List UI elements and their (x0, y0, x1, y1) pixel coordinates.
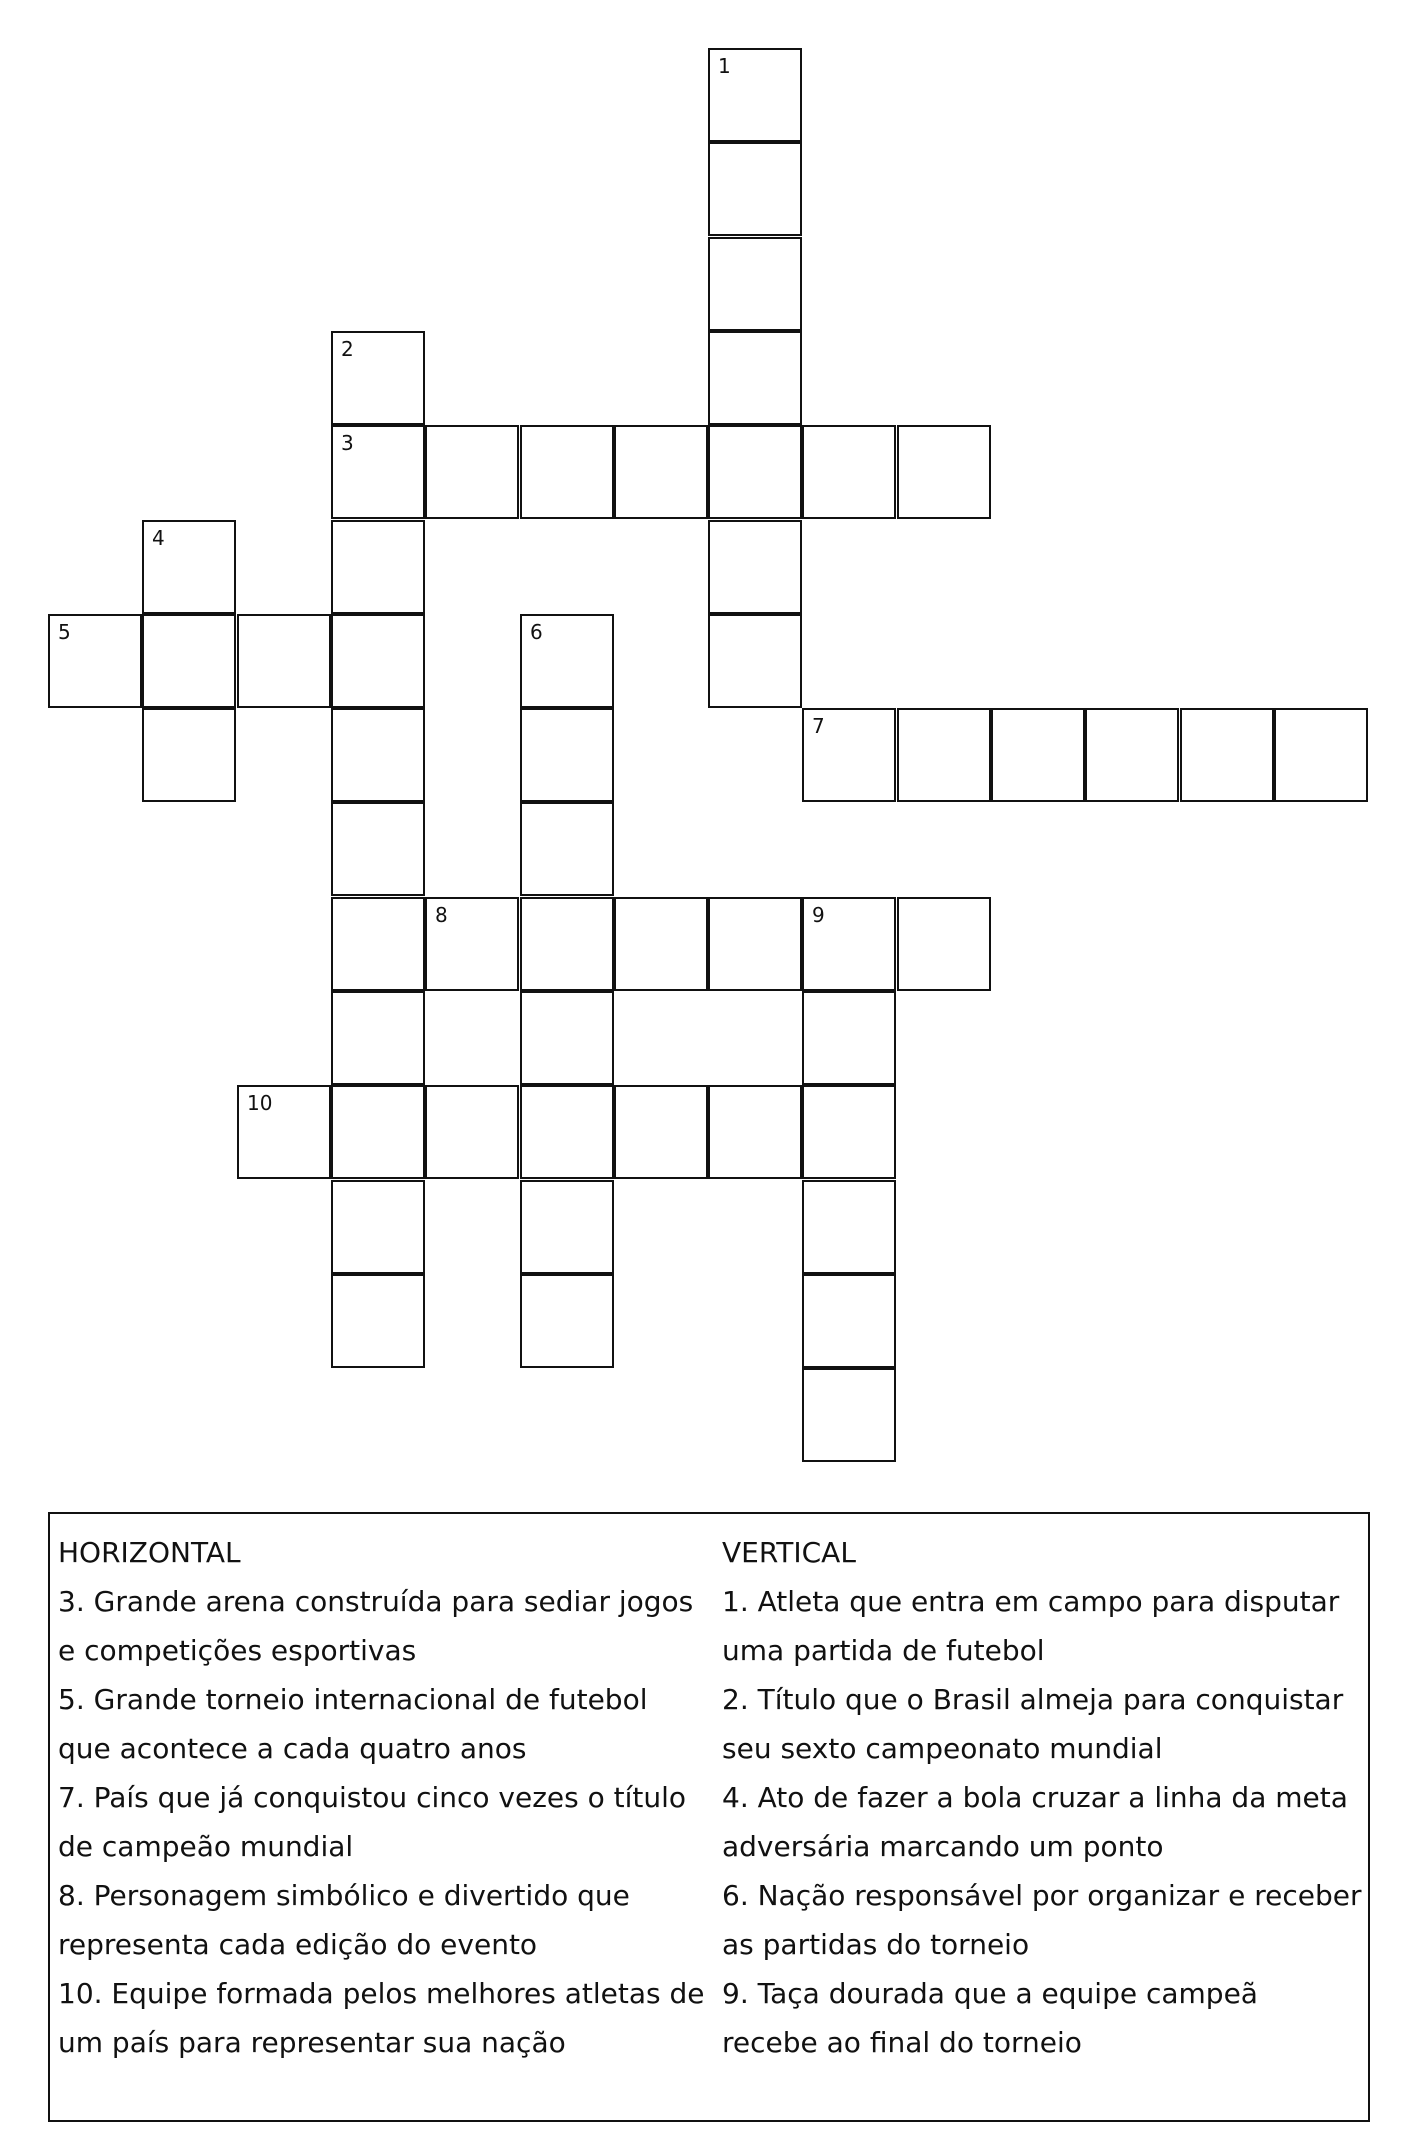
clue-vertical-6: 6. Nação responsável por organizar e receber as partidas do torneio (722, 1879, 1362, 1961)
crossword-cell[interactable] (708, 237, 802, 331)
clue-number: 4 (152, 526, 165, 550)
crossword-cell[interactable] (48, 614, 142, 708)
crossword-cell[interactable] (802, 708, 896, 802)
crossword-cell[interactable] (708, 142, 802, 236)
vertical-clues-column (722, 1528, 1362, 2067)
crossword-cell[interactable] (708, 897, 802, 991)
crossword-cell[interactable] (1180, 708, 1274, 802)
clue-vertical-9: 9. Taça dourada que a equipe campeã recebe ao final do torneio (722, 1977, 1258, 2059)
crossword-cell[interactable] (425, 1085, 519, 1179)
crossword-cell[interactable] (331, 1274, 425, 1368)
crossword-cell[interactable] (708, 614, 802, 708)
crossword-cell[interactable] (142, 520, 236, 614)
crossword-cell[interactable] (802, 1274, 896, 1368)
crossword-cell[interactable] (520, 614, 614, 708)
crossword-cell[interactable] (991, 708, 1085, 802)
crossword-cell[interactable] (1085, 708, 1179, 802)
crossword-cell[interactable] (708, 48, 802, 142)
horizontal-heading: HORIZONTAL (58, 1536, 241, 1569)
crossword-cell[interactable] (802, 991, 896, 1085)
crossword-cell[interactable] (614, 1085, 708, 1179)
crossword-cell[interactable] (897, 897, 991, 991)
crossword-cell[interactable] (331, 520, 425, 614)
crossword-cell[interactable] (331, 991, 425, 1085)
crossword-cell[interactable] (331, 897, 425, 991)
clue-number: 3 (341, 431, 354, 455)
clue-horizontal-5: 5. Grande torneio internacional de futebol que acontece a cada quatro anos (58, 1683, 648, 1765)
crossword-cell[interactable] (520, 897, 614, 991)
crossword-cell[interactable] (897, 708, 991, 802)
crossword-cell[interactable] (331, 1085, 425, 1179)
crossword-cell[interactable] (520, 425, 614, 519)
vertical-heading: VERTICAL (722, 1536, 856, 1569)
crossword-cell[interactable] (237, 614, 331, 708)
crossword-cell[interactable] (331, 802, 425, 896)
crossword-cell[interactable] (802, 425, 896, 519)
crossword-cell[interactable] (142, 708, 236, 802)
clue-number: 1 (718, 54, 731, 78)
crossword-cell[interactable] (708, 331, 802, 425)
crossword-cell[interactable] (1274, 708, 1368, 802)
clue-vertical-2: 2. Título que o Brasil almeja para conquistar seu sexto campeonato mundial (722, 1683, 1344, 1765)
crossword-cell[interactable] (520, 802, 614, 896)
crossword-cell[interactable] (708, 1085, 802, 1179)
crossword-cell[interactable] (520, 1180, 614, 1274)
crossword-cell[interactable] (331, 708, 425, 802)
crossword-cell[interactable] (802, 1180, 896, 1274)
clue-horizontal-3: 3. Grande arena construída para sediar jogos e competições esportivas (58, 1585, 694, 1667)
clue-horizontal-8: 8. Personagem simbólico e divertido que representa cada edição do evento (58, 1879, 630, 1961)
crossword-cell[interactable] (331, 425, 425, 519)
clue-number: 8 (435, 903, 448, 927)
crossword-cell[interactable] (331, 1180, 425, 1274)
crossword-cell[interactable] (614, 897, 708, 991)
clue-number: 10 (247, 1091, 273, 1115)
clue-number: 2 (341, 337, 354, 361)
clue-number: 6 (530, 620, 543, 644)
crossword-cell[interactable] (425, 425, 519, 519)
crossword-cell[interactable] (897, 425, 991, 519)
clue-horizontal-7: 7. País que já conquistou cinco vezes o título de campeão mundial (58, 1781, 687, 1863)
clues-panel (48, 1512, 1370, 2122)
crossword-cell[interactable] (520, 991, 614, 1085)
crossword-cell[interactable] (614, 425, 708, 519)
crossword-cell[interactable] (331, 614, 425, 708)
crossword-cell[interactable] (331, 331, 425, 425)
crossword-cell[interactable] (802, 897, 896, 991)
clue-number: 7 (812, 714, 825, 738)
crossword-cell[interactable] (802, 1085, 896, 1179)
crossword-cell[interactable] (708, 520, 802, 614)
crossword-cell[interactable] (802, 1368, 896, 1462)
crossword-cell[interactable] (708, 425, 802, 519)
clue-vertical-4: 4. Ato de fazer a bola cruzar a linha da meta adversária marcando um ponto (722, 1781, 1348, 1863)
crossword-cell[interactable] (520, 708, 614, 802)
crossword-cell[interactable] (237, 1085, 331, 1179)
crossword-cell[interactable] (520, 1274, 614, 1368)
clue-horizontal-10: 10. Equipe formada pelos melhores atletas de um país para representar sua nação (58, 1977, 705, 2059)
clue-number: 5 (58, 620, 71, 644)
crossword-cell[interactable] (142, 614, 236, 708)
horizontal-clues-column (58, 1528, 708, 2067)
clue-number: 9 (812, 903, 825, 927)
crossword-cell[interactable] (520, 1085, 614, 1179)
clue-vertical-1: 1. Atleta que entra em campo para disputar uma partida de futebol (722, 1585, 1340, 1667)
crossword-cell[interactable] (425, 897, 519, 991)
